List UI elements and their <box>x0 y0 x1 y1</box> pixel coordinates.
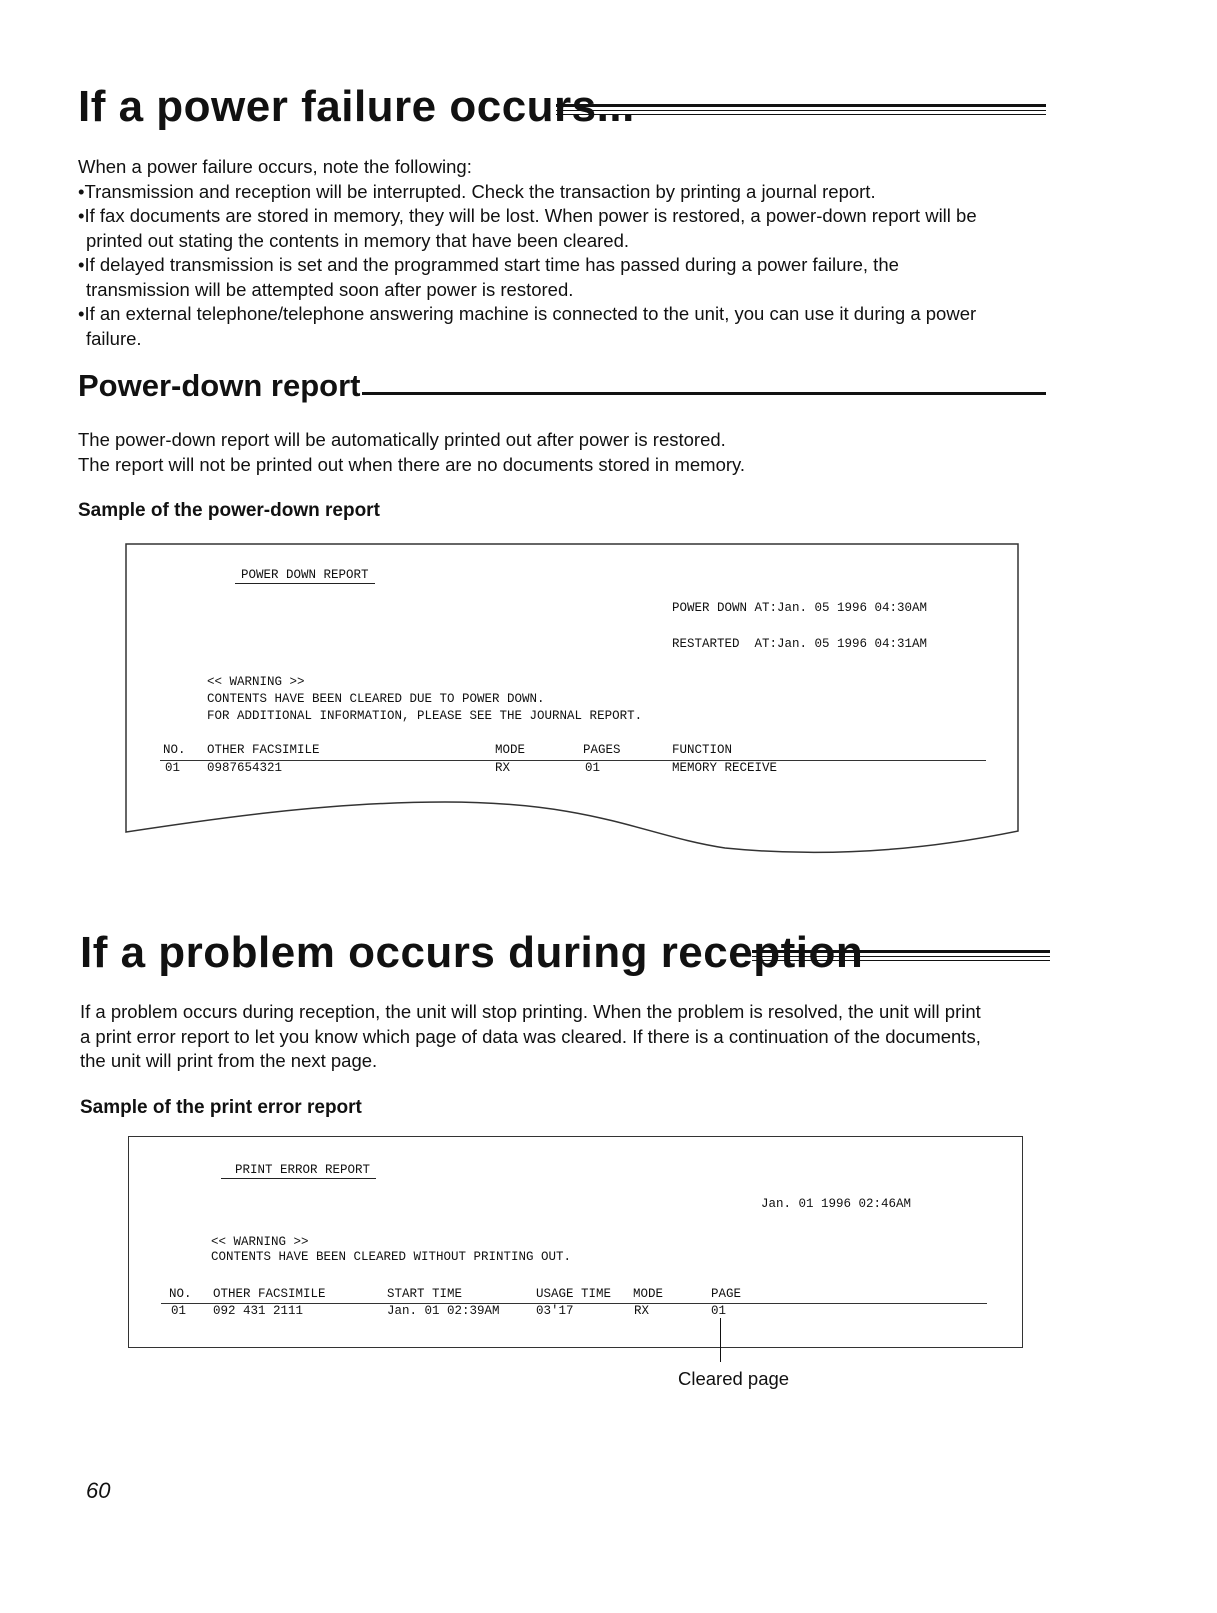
sample-heading: Sample of the print error report <box>80 1097 362 1118</box>
warning-message: CONTENTS HAVE BEEN CLEARED WITHOUT PRINTING OUT. <box>211 1250 572 1264</box>
paragraph-line: If a problem occurs during reception, the unit will stop printing. When the problem is resolved, the unit will print <box>80 1001 981 1022</box>
title-rule <box>362 392 1046 395</box>
page-number: 60 <box>86 1478 111 1503</box>
paragraph-line: the unit will print from the next page. <box>80 1050 378 1071</box>
column-header-other-facsimile: OTHER FACSIMILE <box>207 743 320 757</box>
cell-function: MEMORY RECEIVE <box>672 761 778 775</box>
column-header-function: FUNCTION <box>672 743 733 757</box>
cell-mode: RX <box>634 1304 650 1318</box>
bullet-line: transmission will be attempted soon after power is restored. <box>86 278 574 300</box>
cell-page: 01 <box>711 1304 727 1318</box>
cell-pages: 01 <box>585 761 601 775</box>
paragraph-line: The report will not be printed out when there are no documents stored in memory. <box>78 453 746 475</box>
warning-label: << WARNING >> <box>207 675 305 689</box>
column-header-mode: MODE <box>495 743 526 757</box>
bullet-line: •If an external telephone/telephone answering machine is connected to the unit, you can use it during a power <box>78 303 977 324</box>
paragraph-line: The power-down report will be automatically printed out after power is restored. <box>78 429 726 450</box>
section-title-power-down-report: Power-down report <box>78 368 361 403</box>
bullet-line: •Transmission and reception will be interrupted. Check the transaction by printing a journal report. <box>78 180 876 202</box>
report-title: PRINT ERROR REPORT <box>221 1163 376 1179</box>
cell-mode: RX <box>495 761 511 775</box>
section-title-reception-problem: If a problem occurs during reception <box>80 928 864 977</box>
warning-message: FOR ADDITIONAL INFORMATION, PLEASE SEE THE JOURNAL REPORT. <box>207 709 643 723</box>
column-header-page: PAGE <box>711 1287 742 1301</box>
column-header-no: NO. <box>169 1287 192 1301</box>
title-rule <box>752 950 1050 961</box>
cell-other-facsimile: 0987654321 <box>207 761 283 775</box>
intro-text: When a power failure occurs, note the following: <box>78 156 472 177</box>
power-down-time: POWER DOWN AT:Jan. 05 1996 04:30AM <box>672 601 928 615</box>
paragraph-line: a print error report to let you know which page of data was cleared. If there is a continuation of the documents, <box>80 1025 981 1047</box>
column-header-usage-time: USAGE TIME <box>536 1287 612 1301</box>
power-down-text <box>78 428 745 477</box>
sample-heading: Sample of the power-down report <box>78 500 380 521</box>
callout-pointer-line <box>720 1318 721 1362</box>
power-failure-text <box>78 155 1078 351</box>
report-datetime: Jan. 01 1996 02:46AM <box>761 1197 912 1211</box>
bullet-line: •If delayed transmission is set and the programmed start time has passed during a power failure, the <box>78 254 899 275</box>
column-header-pages: PAGES <box>583 743 621 757</box>
cell-no: 01 <box>171 1304 187 1318</box>
bullet-line: printed out stating the contents in memory that have been cleared. <box>86 229 629 251</box>
warning-label: << WARNING >> <box>211 1235 309 1249</box>
table-rule <box>160 760 986 761</box>
restarted-time: RESTARTED AT:Jan. 05 1996 04:31AM <box>672 637 928 651</box>
column-header-no: NO. <box>163 743 186 757</box>
title-rule <box>556 104 1046 115</box>
power-down-report-sample <box>125 540 1020 860</box>
print-error-report-sample <box>128 1136 1023 1348</box>
column-header-mode: MODE <box>633 1287 664 1301</box>
cell-usage-time: 03'17 <box>536 1304 574 1318</box>
bullet-line: failure. <box>86 327 142 349</box>
cleared-page-callout: Cleared page <box>678 1368 790 1389</box>
section-title-power-failure: If a power failure occurs... <box>78 82 635 131</box>
cell-start-time: Jan. 01 02:39AM <box>387 1304 500 1318</box>
bullet-line: •If fax documents are stored in memory, they will be lost. When power is restored, a power-down report will be <box>78 205 977 226</box>
cell-other-facsimile: 092 431 2111 <box>213 1304 304 1318</box>
warning-message: CONTENTS HAVE BEEN CLEARED DUE TO POWER DOWN. <box>207 692 545 706</box>
cell-no: 01 <box>165 761 181 775</box>
report-title: POWER DOWN REPORT <box>235 568 375 584</box>
column-header-start-time: START TIME <box>387 1287 463 1301</box>
column-header-other-facsimile: OTHER FACSIMILE <box>213 1287 326 1301</box>
reception-problem-text <box>80 1000 1080 1074</box>
